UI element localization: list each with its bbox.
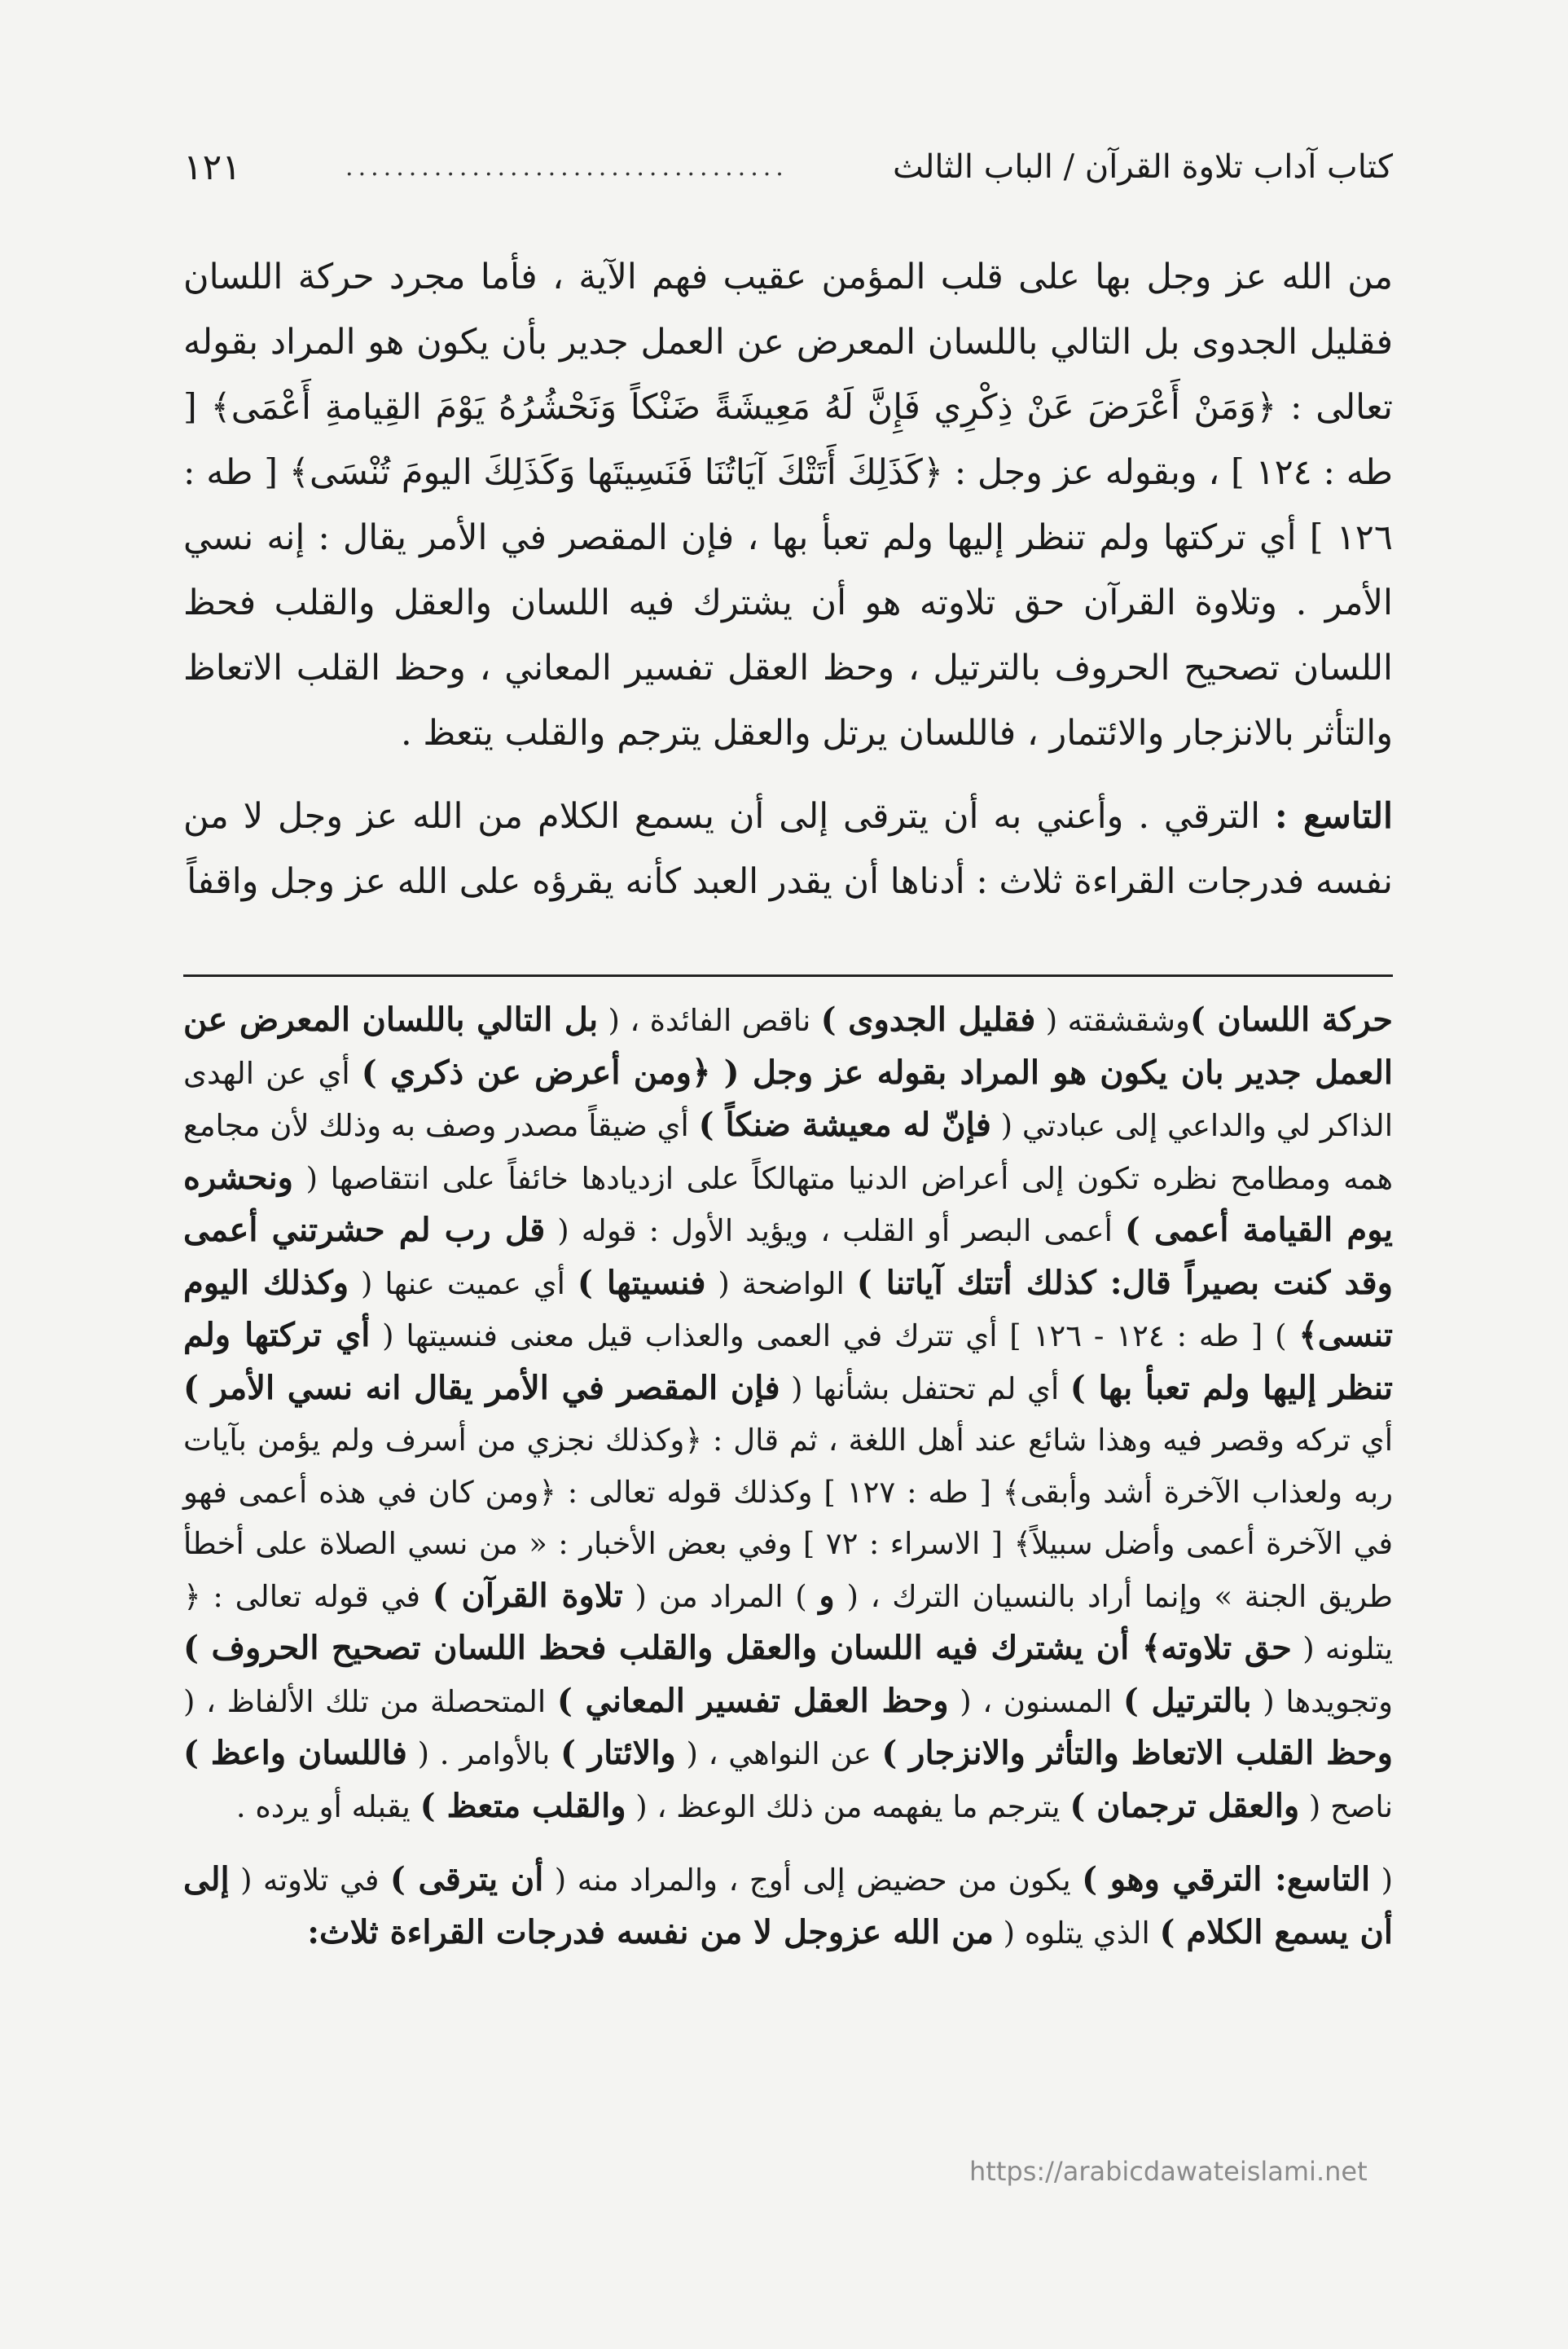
commentary-gloss: أي تركه وقصر فيه وهذا شائع عند أهل اللغة ، ثم قال : ﴿وكذلك نجزي من أسرف ولم يؤمن بآيات ربه ولعذاب الآخرة أشد وأبقى﴾ [ طه : ١٢٧ ] وكذلك قوله تعالى : ﴿ومن كان في هذه أعمى فهو في الآخرة أعمى وأضل سبيلاً﴾ [ الاسراء : ٧٢ ] وفي بعض الأخبار : « من نسي الصلاة على أخطأ طريق الجنة » وإنما أراد بالنسيان الترك ، ( [183,1423,1394,1614]
commentary-gloss: أي ضيقاً مصدر وصف به وذلك لأن مجامع همه ومطامح نظره تكون إلى أعراض الدنيا متهالكاً على ازديادها خائفاً على انتقاصها ( [183,1108,1393,1196]
ninth-text: الترقي . وأعني به أن يترقى إلى أن يسمع الكلام من الله عز وجل لا من نفسه فدرجات القراءة ثلاث : أدناها أن يقدر العبد كأنه يقرؤه على الله عز وجل واقفاً [183,796,1393,902]
footnote-divider [183,974,1393,977]
commentary-gloss: ( [1370,1863,1394,1898]
commentary-quote: حق تلاوته﴾ أن يشترك فيه اللسان والعقل والقلب فحظ اللسان تصحيح الحروف ) [183,1629,1292,1667]
commentary-gloss: بالأوامر . ( [406,1736,560,1771]
commentary-quote: فنسيتها ) [577,1263,706,1302]
commentary-quote: بالترتيل ) [1122,1681,1252,1720]
commentary-gloss: أي لم تحتفل بشأنها ( [780,1370,1070,1406]
commentary-gloss: يكون من حضيض إلى أوج ، والمراد منه ( [543,1863,1083,1898]
commentary-quote: التاسع: الترقي وهو ) [1082,1860,1371,1898]
chapter-title: كتاب آداب تلاوة القرآن / الباب الثالث [892,148,1393,186]
commentary-quote: بل التالي باللسان المعرض عن العمل جدير بان يكون هو المراد بقوله عز وجل ( ﴿ومن أعرض عن ذكري ) [183,1001,1394,1092]
commentary-quote: قل رب لم حشرتني أعمى وقد كنت بصيراً قال: كذلك أتتك آياتنا ) [183,1211,1393,1302]
commentary-gloss: المتحصلة من تلك الألفاظ ، ( [183,1683,557,1719]
commentary-gloss: وتجويدها ( [1251,1683,1394,1719]
commentary-quote: وحظ العقل تفسير المعاني ) [556,1681,949,1720]
main-text [183,244,1393,914]
commentary-gloss: الواضحة ( [705,1265,857,1301]
commentary-gloss: يترجم ما يفهمه من ذلك الوعظ ، ( [626,1788,1070,1824]
commentary-quote: إلى أن يسمع الكلام ) [183,1860,1393,1951]
commentary-gloss: في قوله تعالى : ﴿ يتلونه ( [183,1578,1393,1666]
commentary-quote: أي تركتها ولم تنظر إليها ولم تعبأ بها ) [183,1316,1393,1407]
commentary-gloss: ) [ طه : ١٢٤ - ١٢٦ ] أي تترك في العمى والعذاب قيل معنى فنسيتها ( [370,1318,1299,1353]
main-paragraph-ninth [183,784,1393,914]
commentary-quote: فقليل الجدوى ) [820,1001,1036,1039]
header-dot-leader: ................................... [345,152,788,182]
page-number: ١٢١ [183,146,241,188]
commentary-gloss: عن النواهي ، ( [675,1736,882,1771]
commentary-quote: تلاوة القرآن ) [432,1576,623,1615]
commentary-quote: والعقل ترجمان ) [1069,1786,1300,1825]
commentary-gloss: وشقشقته ( [1035,1003,1190,1038]
commentary-gloss: ناصح ( [1299,1788,1393,1824]
commentary-quote: والقلب متعظ ) [419,1786,626,1825]
commentary-gloss: في تلاوته ( [229,1863,390,1898]
commentary-quote: حركة اللسان ) [1189,1001,1393,1039]
website-watermark: https://arabicdawateislami.net [969,2156,1368,2187]
commentary-gloss: أعمى البصر أو القلب ، ويؤيد الأول : قوله ( [545,1213,1125,1248]
commentary-quote: والائتار ) [560,1734,676,1772]
commentary-gloss: ناقص الفائدة ، ( [598,1003,821,1038]
commentary-gloss: المسنون ، ( [948,1683,1123,1719]
commentary-gloss: أي عن الهدى الذاكر لي والداعي إلى عبادتي ( [183,1055,1393,1143]
main-paragraph: من الله عز وجل بها على قلب المؤمن عقيب فهم الآية ، فأما مجرد حركة اللسان فقليل الجدوى بل التالي باللسان المعرض عن العمل جدير بأن يكون هو المراد بقوله تعالى : ﴿وَمَنْ أَعْرَضَ عَنْ ذِكْرِي فَإِنَّ لَهُ مَعِيشَةً ضَنْكاً وَنَحْشُرُهُ يَوْمَ القِيامةِ أَعْمَى﴾ [ طه : ١٢٤ ] ، وبقوله عز وجل : ﴿كَذَلِكَ أَتَتْكَ آيَاتُنَا فَنَسِيتَها وَكَذَلِكَ اليومَ تُنْسَى﴾ [ طه : ١٢٦ ] أي تركتها ولم تنظر إليها ولم تعبأ بها ، فإن المقصر في الأمر يقال : إنه نسي الأمر . وتلاوة القرآن حق تلاوته هو أن يشترك فيه اللسان والعقل والقلب فحظ اللسان تصحيح الحروف بالترتيل ، وحظ العقل تفسير المعاني ، وحظ القلب الاتعاظ والتأثر بالانزجار والائتمار ، فاللسان يرتل والعقل يترجم والقلب يتعظ . [183,257,1393,754]
commentary-quote: وحظ القلب الاتعاظ والتأثر والانزجار ) [881,1734,1393,1772]
commentary-gloss: الذي يتلوه ( [993,1915,1160,1951]
commentary [183,994,1393,1959]
commentary-final-paragraph [183,1854,1393,1959]
ninth-label: التاسع : [1274,796,1393,837]
commentary-paragraph [183,994,1393,1832]
commentary-quote: ونحشره يوم القيامة أعمى ) [183,1158,1393,1249]
running-header [183,139,1393,196]
commentary-quote: وكذلك اليوم تنسى﴾ [183,1263,1393,1354]
commentary-quote: فإن المقصر في الأمر يقال انه نسي الأمر ) [183,1368,780,1407]
commentary-gloss: أي عميت عنها ( [349,1265,578,1301]
commentary-quote: فإنّ له معيشة ضنكاً ) [698,1106,991,1144]
commentary-gloss: ) المراد من ( [622,1578,819,1614]
commentary-quote: من الله عزوجل لا من نفسه فدرجات القراءة ثلاث: [307,1912,994,1951]
commentary-gloss: يقبله أو يرده . [235,1788,420,1824]
commentary-quote: و [819,1576,835,1615]
commentary-quote: فاللسان واعظ ) [183,1734,407,1772]
commentary-quote: أن يترقى ) [389,1860,544,1898]
